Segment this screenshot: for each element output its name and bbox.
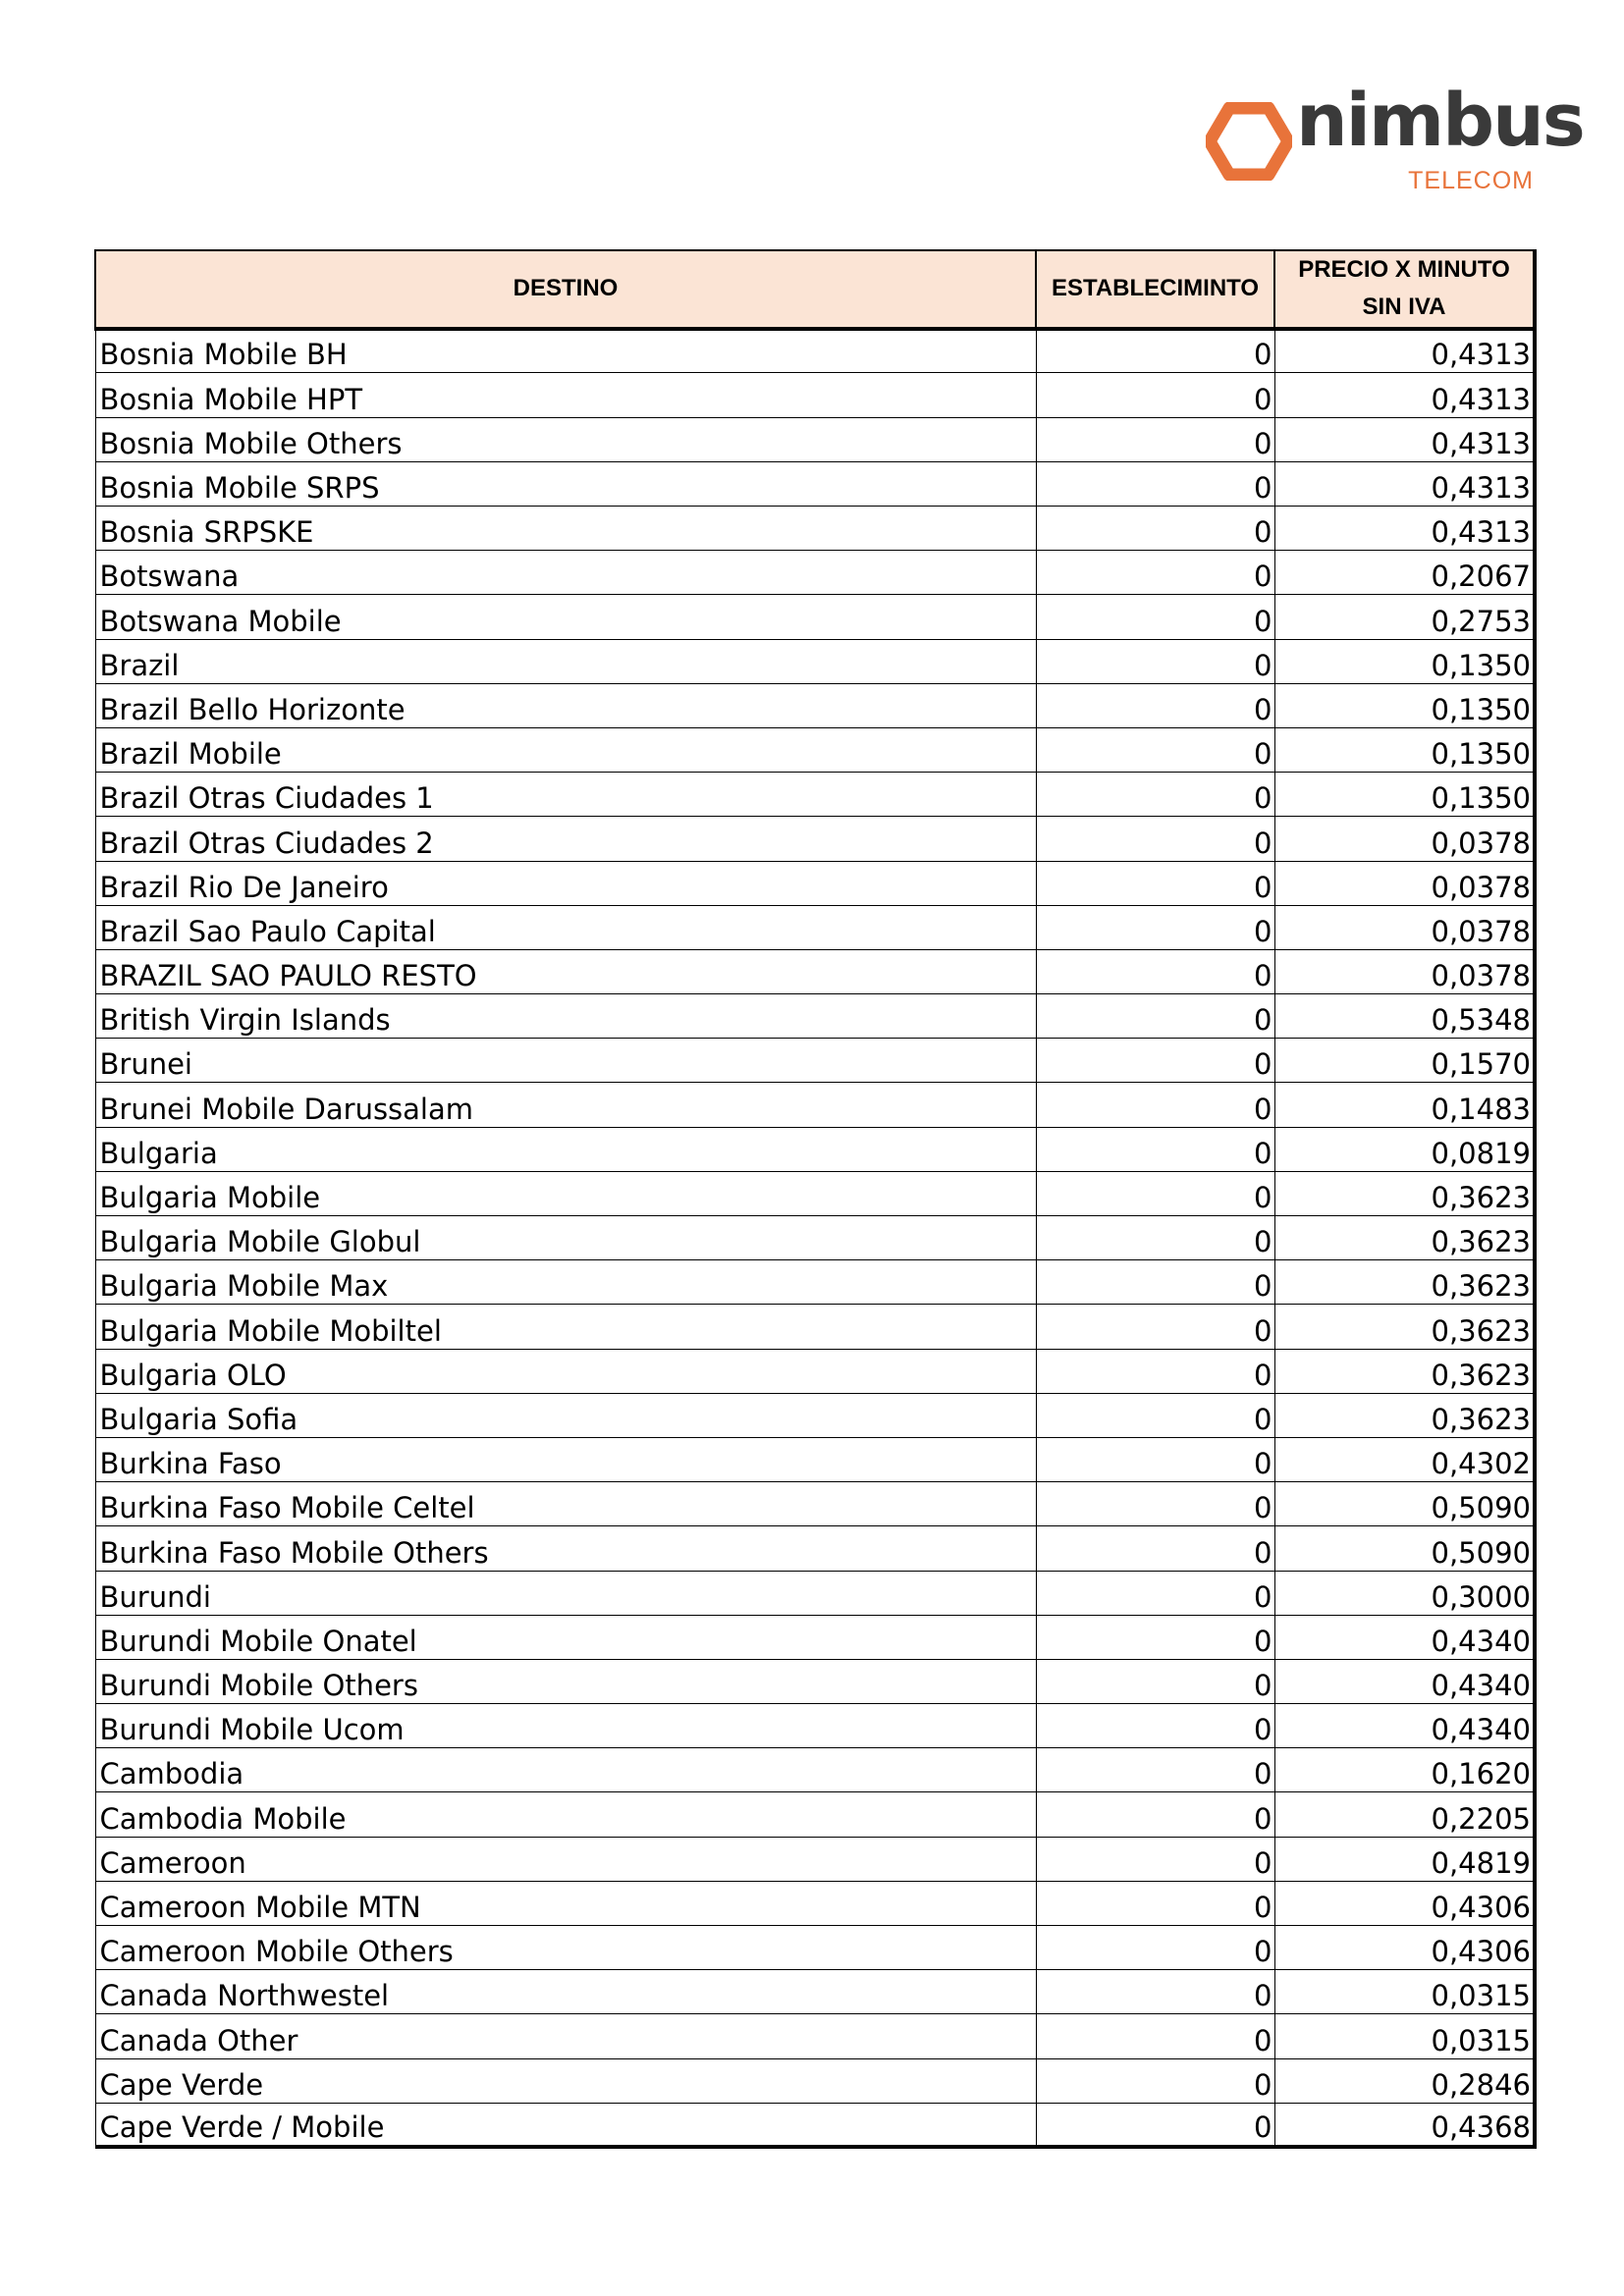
table-row	[95, 461, 1535, 506]
table-row	[95, 1127, 1535, 1171]
table-row	[95, 2103, 1535, 2147]
table-row	[95, 1970, 1535, 2014]
destination-cell: Botswana	[95, 551, 1036, 595]
establishment-cell: 0	[1036, 595, 1274, 639]
establishment-cell: 0	[1036, 1837, 1274, 1881]
price-cell: 0,0819	[1274, 1127, 1535, 1171]
price-cell: 0,2846	[1274, 2058, 1535, 2103]
price-cell: 0,4340	[1274, 1704, 1535, 1748]
table-row	[95, 507, 1535, 551]
price-cell: 0,3623	[1274, 1305, 1535, 1349]
table-row	[95, 1615, 1535, 1659]
price-cell: 0,3000	[1274, 1571, 1535, 1615]
table-row	[95, 1482, 1535, 1526]
establishment-cell: 0	[1036, 1881, 1274, 1925]
destination-cell: Bulgaria Mobile Max	[95, 1260, 1036, 1305]
table-row	[95, 905, 1535, 949]
establishment-cell: 0	[1036, 1216, 1274, 1260]
price-cell: 0,4313	[1274, 329, 1535, 373]
price-cell: 0,1483	[1274, 1083, 1535, 1127]
table-row	[95, 1748, 1535, 1792]
price-cell: 0,5348	[1274, 994, 1535, 1039]
price-cell: 0,5090	[1274, 1526, 1535, 1571]
destination-cell: Brazil Otras Ciudades 1	[95, 773, 1036, 817]
establishment-cell: 0	[1036, 1437, 1274, 1481]
price-cell: 0,3623	[1274, 1393, 1535, 1437]
table-row	[95, 1260, 1535, 1305]
table-header-row	[95, 250, 1535, 329]
establishment-cell: 0	[1036, 1526, 1274, 1571]
price-cell: 0,0378	[1274, 905, 1535, 949]
establishment-cell: 0	[1036, 329, 1274, 373]
price-cell: 0,2205	[1274, 1792, 1535, 1837]
establishment-cell: 0	[1036, 2058, 1274, 2103]
establishment-cell: 0	[1036, 1171, 1274, 1215]
price-cell: 0,3623	[1274, 1349, 1535, 1393]
destination-cell: British Virgin Islands	[95, 994, 1036, 1039]
header-precio	[1274, 250, 1535, 329]
price-cell: 0,2753	[1274, 595, 1535, 639]
table-row	[95, 2058, 1535, 2103]
table-row	[95, 1437, 1535, 1481]
destination-cell: Bosnia Mobile SRPS	[95, 461, 1036, 506]
establishment-cell: 0	[1036, 639, 1274, 683]
establishment-cell: 0	[1036, 683, 1274, 727]
table-row	[95, 595, 1535, 639]
destination-cell: Cameroon Mobile MTN	[95, 1881, 1036, 1925]
price-cell: 0,4313	[1274, 507, 1535, 551]
establishment-cell: 0	[1036, 1305, 1274, 1349]
hexagon-logo-icon	[1206, 102, 1292, 181]
table-row	[95, 2014, 1535, 2058]
establishment-cell: 0	[1036, 1970, 1274, 2014]
destination-cell: Bosnia Mobile Others	[95, 417, 1036, 461]
establishment-cell: 0	[1036, 1748, 1274, 1792]
destination-cell: Cape Verde	[95, 2058, 1036, 2103]
establishment-cell: 0	[1036, 373, 1274, 417]
establishment-cell: 0	[1036, 1926, 1274, 1970]
price-cell: 0,4368	[1274, 2103, 1535, 2147]
table-row	[95, 329, 1535, 373]
table-row	[95, 1083, 1535, 1127]
price-cell: 0,0315	[1274, 1970, 1535, 2014]
destination-cell: Cambodia	[95, 1748, 1036, 1792]
price-cell: 0,0378	[1274, 817, 1535, 861]
table-row	[95, 1659, 1535, 1703]
establishment-cell: 0	[1036, 994, 1274, 1039]
establishment-cell: 0	[1036, 949, 1274, 993]
table-row	[95, 1837, 1535, 1881]
destination-cell: Bulgaria Mobile Globul	[95, 1216, 1036, 1260]
destination-cell: Bulgaria Mobile	[95, 1171, 1036, 1215]
logo-subtitle-text: TELECOM	[1408, 167, 1534, 194]
table-row	[95, 1926, 1535, 1970]
table-row	[95, 861, 1535, 905]
destination-cell: Brazil Mobile	[95, 727, 1036, 772]
price-cell: 0,3623	[1274, 1171, 1535, 1215]
destination-cell: Burundi Mobile Ucom	[95, 1704, 1036, 1748]
table-row	[95, 994, 1535, 1039]
table-row	[95, 949, 1535, 993]
establishment-cell: 0	[1036, 507, 1274, 551]
price-cell: 0,1350	[1274, 773, 1535, 817]
destination-cell: Botswana Mobile	[95, 595, 1036, 639]
table-row	[95, 1704, 1535, 1748]
table-row	[95, 1881, 1535, 1925]
destination-cell: BRAZIL SAO PAULO RESTO	[95, 949, 1036, 993]
establishment-cell: 0	[1036, 1127, 1274, 1171]
establishment-cell: 0	[1036, 551, 1274, 595]
price-cell: 0,4340	[1274, 1615, 1535, 1659]
establishment-cell: 0	[1036, 817, 1274, 861]
rates-table	[94, 249, 1537, 2149]
destination-cell: Bulgaria	[95, 1127, 1036, 1171]
destination-cell: Bulgaria OLO	[95, 1349, 1036, 1393]
destination-cell: Brunei	[95, 1039, 1036, 1083]
establishment-cell: 0	[1036, 1039, 1274, 1083]
establishment-cell: 0	[1036, 1083, 1274, 1127]
header-establecimiento: ESTABLECIMINTO	[1036, 250, 1274, 329]
establishment-cell: 0	[1036, 1260, 1274, 1305]
establishment-cell: 0	[1036, 417, 1274, 461]
establishment-cell: 0	[1036, 1615, 1274, 1659]
price-cell: 0,1350	[1274, 639, 1535, 683]
establishment-cell: 0	[1036, 1482, 1274, 1526]
destination-cell: Burkina Faso Mobile Celtel	[95, 1482, 1036, 1526]
price-cell: 0,1350	[1274, 683, 1535, 727]
establishment-cell: 0	[1036, 461, 1274, 506]
price-cell: 0,2067	[1274, 551, 1535, 595]
destination-cell: Brazil	[95, 639, 1036, 683]
destination-cell: Brazil Rio De Janeiro	[95, 861, 1036, 905]
establishment-cell: 0	[1036, 861, 1274, 905]
price-cell: 0,0378	[1274, 861, 1535, 905]
destination-cell: Brazil Sao Paulo Capital	[95, 905, 1036, 949]
logo-brand-text: nimbus	[1296, 79, 1584, 163]
destination-cell: Burundi Mobile Onatel	[95, 1615, 1036, 1659]
price-cell: 0,4313	[1274, 417, 1535, 461]
table-row	[95, 1526, 1535, 1571]
establishment-cell: 0	[1036, 1792, 1274, 1837]
price-cell: 0,1350	[1274, 727, 1535, 772]
destination-cell: Bulgaria Mobile Mobiltel	[95, 1305, 1036, 1349]
table-row	[95, 373, 1535, 417]
destination-cell: Cameroon	[95, 1837, 1036, 1881]
establishment-cell: 0	[1036, 1659, 1274, 1703]
establishment-cell: 0	[1036, 1704, 1274, 1748]
establishment-cell: 0	[1036, 1349, 1274, 1393]
price-cell: 0,4340	[1274, 1659, 1535, 1703]
table-row	[95, 1039, 1535, 1083]
table-row	[95, 639, 1535, 683]
table-row	[95, 1216, 1535, 1260]
price-cell: 0,5090	[1274, 1482, 1535, 1526]
destination-cell: Burkina Faso	[95, 1437, 1036, 1481]
table-row	[95, 1571, 1535, 1615]
establishment-cell: 0	[1036, 1571, 1274, 1615]
destination-cell: Cape Verde / Mobile	[95, 2103, 1036, 2147]
table-row	[95, 1349, 1535, 1393]
price-cell: 0,4306	[1274, 1926, 1535, 1970]
header-precio-line1: PRECIO X MINUTO	[1298, 256, 1510, 283]
destination-cell: Canada Northwestel	[95, 1970, 1036, 2014]
destination-cell: Burkina Faso Mobile Others	[95, 1526, 1036, 1571]
header-precio-line2: SIN IVA	[1362, 294, 1446, 321]
destination-cell: Bosnia SRPSKE	[95, 507, 1036, 551]
table-row	[95, 1393, 1535, 1437]
establishment-cell: 0	[1036, 2103, 1274, 2147]
price-cell: 0,3623	[1274, 1216, 1535, 1260]
header-destino: DESTINO	[95, 250, 1036, 329]
price-cell: 0,1570	[1274, 1039, 1535, 1083]
destination-cell: Cameroon Mobile Others	[95, 1926, 1036, 1970]
establishment-cell: 0	[1036, 905, 1274, 949]
price-cell: 0,4306	[1274, 1881, 1535, 1925]
table-row	[95, 1171, 1535, 1215]
establishment-cell: 0	[1036, 2014, 1274, 2058]
destination-cell: Canada Other	[95, 2014, 1036, 2058]
price-cell: 0,4302	[1274, 1437, 1535, 1481]
table-row	[95, 773, 1535, 817]
table-row	[95, 683, 1535, 727]
price-cell: 0,0315	[1274, 2014, 1535, 2058]
destination-cell: Brazil Bello Horizonte	[95, 683, 1036, 727]
destination-cell: Bosnia Mobile BH	[95, 329, 1036, 373]
table-row	[95, 1792, 1535, 1837]
table-body	[95, 329, 1535, 2148]
establishment-cell: 0	[1036, 727, 1274, 772]
price-cell: 0,4313	[1274, 373, 1535, 417]
destination-cell: Cambodia Mobile	[95, 1792, 1036, 1837]
table-row	[95, 417, 1535, 461]
table-row	[95, 817, 1535, 861]
destination-cell: Burundi Mobile Others	[95, 1659, 1036, 1703]
nimbus-telecom-logo	[1206, 79, 1584, 196]
destination-cell: Brazil Otras Ciudades 2	[95, 817, 1036, 861]
price-cell: 0,0378	[1274, 949, 1535, 993]
destination-cell: Brunei Mobile Darussalam	[95, 1083, 1036, 1127]
price-cell: 0,4819	[1274, 1837, 1535, 1881]
table-row	[95, 551, 1535, 595]
price-cell: 0,4313	[1274, 461, 1535, 506]
price-cell: 0,3623	[1274, 1260, 1535, 1305]
destination-cell: Bosnia Mobile HPT	[95, 373, 1036, 417]
establishment-cell: 0	[1036, 1393, 1274, 1437]
destination-cell: Bulgaria Sofia	[95, 1393, 1036, 1437]
table-row	[95, 727, 1535, 772]
destination-cell: Burundi	[95, 1571, 1036, 1615]
establishment-cell: 0	[1036, 773, 1274, 817]
table-row	[95, 1305, 1535, 1349]
price-cell: 0,1620	[1274, 1748, 1535, 1792]
